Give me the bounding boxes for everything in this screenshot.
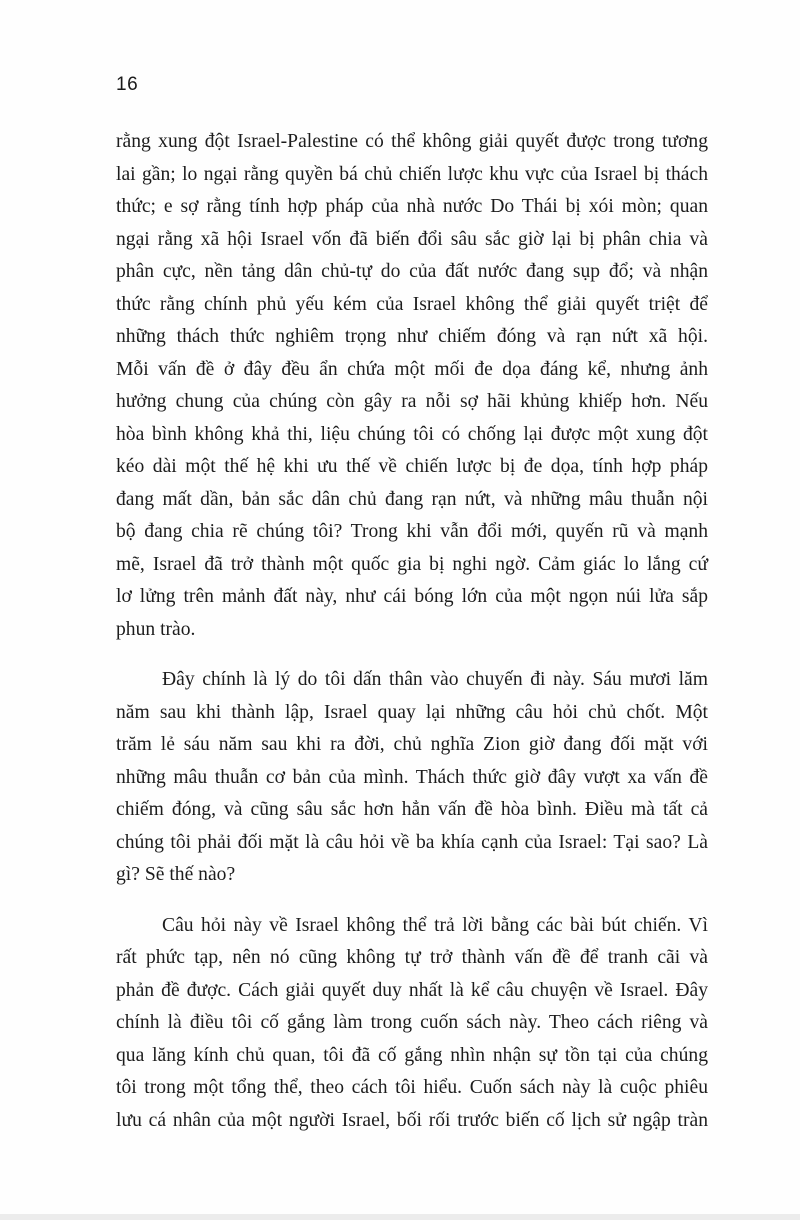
text-line: gì? Sẽ thế nào? bbox=[116, 864, 236, 885]
text-line: hòa bình không khả thi, liệu chúng tôi có chống lại được một xung đột bbox=[116, 423, 708, 445]
text-line: phân cực, nền tảng dân chủ-tự do của đất nước đang sụp đổ; và nhận bbox=[116, 261, 708, 282]
text-line: những mâu thuẫn cơ bản của mình. Thách thức giờ đây vượt xa vấn đề bbox=[116, 766, 708, 788]
text-line: thức; e sợ rằng tính hợp pháp của nhà nước Do Thái bị xói mòn; quan bbox=[116, 196, 708, 217]
body-text bbox=[116, 126, 708, 1137]
text-line: phản đề được. Cách giải quyết duy nhất là kể câu chuyện về Israel. Đây bbox=[116, 979, 708, 1001]
text-line: bộ đang chia rẽ chúng tôi? Trong khi vẫn đổi mới, quyến rũ và mạnh bbox=[116, 521, 708, 542]
text-line: Đây chính là lý do tôi dấn thân vào chuyến đi này. Sáu mươi lăm bbox=[162, 669, 708, 690]
text-line: rất phức tạp, nên nó cũng không tự trở thành vấn đề để tranh cãi và bbox=[116, 947, 708, 968]
text-line: Mỗi vấn đề ở đây đều ẩn chứa một mối đe dọa đáng kể, nhưng ảnh bbox=[116, 358, 708, 380]
text-line: rằng xung đột Israel-Palestine có thể không giải quyết được trong tương bbox=[116, 131, 708, 152]
text-line: những thách thức nghiêm trọng như chiếm đóng và rạn nứt xã hội. bbox=[116, 326, 708, 347]
paragraph bbox=[116, 910, 708, 1138]
page-edge-shadow bbox=[0, 1214, 800, 1220]
text-line: qua lăng kính chủ quan, tôi đã cố gắng nhìn nhận sự tồn tại của chúng bbox=[116, 1044, 708, 1066]
text-line: năm sau khi thành lập, Israel quay lại những câu hỏi chủ chốt. Một bbox=[116, 701, 708, 723]
text-line: hưởng chung của chúng còn gây ra nỗi sợ hãi khủng khiếp hơn. Nếu bbox=[116, 391, 708, 412]
text-line: Câu hỏi này về Israel không thể trả lời bằng các bài bút chiến. Vì bbox=[162, 914, 708, 936]
text-line: chính là điều tôi cố gắng làm trong cuốn sách này. Theo cách riêng và bbox=[116, 1012, 708, 1033]
text-line: đang mất dần, bản sắc dân chủ đang rạn nứt, và những mâu thuẫn nội bbox=[116, 488, 708, 510]
text-line: trăm lẻ sáu năm sau khi ra đời, chủ nghĩa Zion giờ đang đối mặt với bbox=[116, 734, 708, 755]
paragraph-gap bbox=[116, 646, 708, 664]
text-line: chiếm đóng, và cũng sâu sắc hơn hẳn vấn đề hòa bình. Điều mà tất cả bbox=[116, 799, 708, 820]
page-number: 16 bbox=[116, 74, 139, 95]
text-line: ngại rằng xã hội Israel vốn đã biến đổi sâu sắc giờ lại bị phân chia và bbox=[116, 228, 708, 250]
text-line: lưu cá nhân của một người Israel, bối rối trước biến cố lịch sử ngập tràn bbox=[116, 1109, 708, 1131]
text-line: mẽ, Israel đã trở thành một quốc gia bị nghi ngờ. Cảm giác lo lắng cứ bbox=[116, 553, 708, 575]
text-line: tôi trong một tổng thể, theo cách tôi hiểu. Cuốn sách này là cuộc phiêu bbox=[116, 1077, 708, 1098]
text-line: chúng tôi phải đối mặt là câu hỏi về ba khía cạnh của Israel: Tại sao? Là bbox=[116, 831, 708, 853]
text-line: kéo dài một thế hệ khi ưu thế về chiến lược bị đe dọa, tính hợp pháp bbox=[116, 456, 708, 477]
text-line: phun trào. bbox=[116, 618, 196, 640]
paragraph bbox=[116, 126, 708, 646]
paragraph-gap bbox=[116, 892, 708, 910]
text-line: lơ lửng trên mảnh đất này, như cái bóng lớn của một ngọn núi lửa sắp bbox=[116, 586, 708, 607]
paragraph bbox=[116, 664, 708, 892]
text-line: lai gần; lo ngại rằng quyền bá chủ chiến lược khu vực của Israel bị thách bbox=[116, 163, 708, 185]
text-line: thức rằng chính phủ yếu kém của Israel không thể giải quyết triệt để bbox=[116, 293, 708, 315]
